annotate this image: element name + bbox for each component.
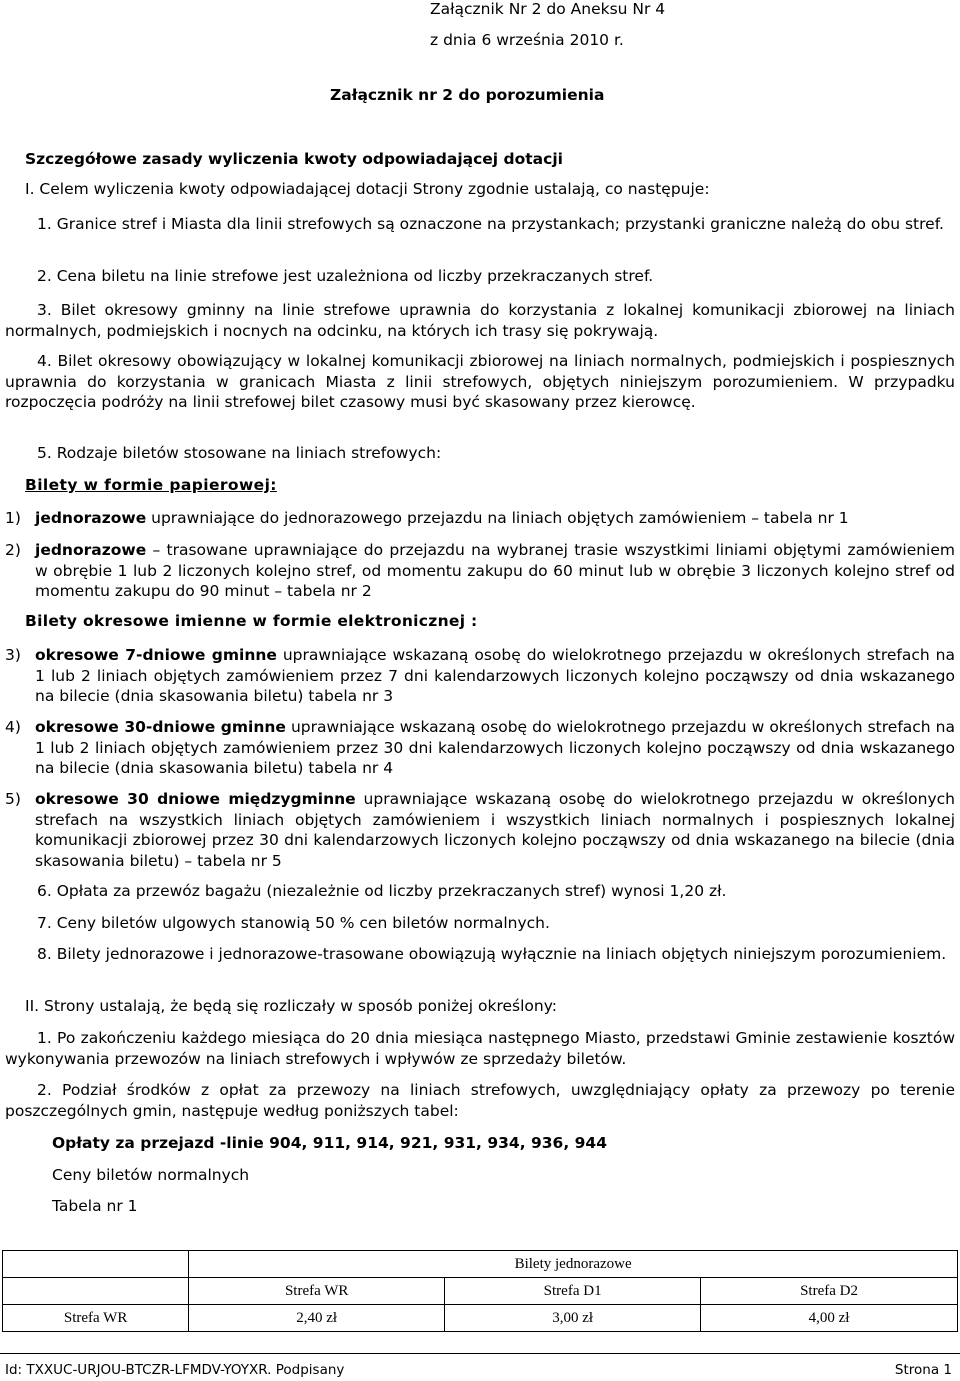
table-row [3,1305,958,1332]
list-item-bold: okresowe 7-dniowe gminne [35,646,277,664]
table-corner-cell [3,1278,189,1305]
footer-divider [0,1353,960,1354]
table-label: Tabela nr 1 [52,1197,138,1215]
annex-date: z dnia 6 września 2010 r. [430,31,624,49]
section2-p2: 2. Podział środków z opłat za przewozy na liniach strefowych, uwzględniający opłaty za przewozy po terenie poszczególnych gmin, następuje według poniższych tabel: [5,1081,955,1120]
fees-heading: Opłaty za przejazd -linie 904, 911, 914, 921, 931, 934, 936, 944 [52,1134,607,1152]
row-header: Strefa WR [3,1305,189,1332]
document-subtitle: Szczegółowe zasady wyliczenia kwoty odpowiadającej dotacji [25,150,563,168]
list-item-5 [5,789,955,871]
list-item-text: – trasowane uprawniające do przejazdu na wybranej trasie wszystkimi liniami objętymi zamówieniem w obrębie 1 lub 2 liczonych kolejno stref, od momentu zakupu do 60 minut lub w obrębie 3 liczonych kolejno stref od momentu zakupu do 90 minut – tabela nr 2 [35,541,955,600]
list-item-4 [5,717,955,779]
list-item-2 [5,540,955,602]
table-cell: 2,40 zł [189,1305,445,1332]
electronic-tickets-heading: Bilety okresowe imienne w formie elektronicznej : [25,612,478,630]
list-item-number: 4) [5,718,21,736]
column-header: Strefa WR [189,1278,445,1305]
table-cell: 4,00 zł [701,1305,958,1332]
table-header-row [3,1278,958,1305]
list-item-bold: okresowe 30 dniowe międzygminne [35,790,356,808]
table-caption: Bilety jednorazowe [189,1251,958,1278]
column-header: Strefa D2 [701,1278,958,1305]
list-item-number: 3) [5,646,21,664]
list-item-bold: jednorazowe [35,541,147,559]
list-item-3 [5,645,955,707]
section2-intro: II. Strony ustalają, że będą się rozliczały w sposób poniżej określony: [25,997,557,1015]
list-item-number: 1) [5,509,21,527]
list-item-bold: jednorazowe [35,509,147,527]
list-item-text: uprawniające wskazaną osobę do wielokrotnego przejazdu w określonych strefach na 1 lub 2 liniach objętych zamówieniem przez 30 dni kalendarzowych liczonych kolejno począwszy od dnia wskazanego na bilecie (dnia skasowania biletu) tabela nr 4 [35,718,955,777]
table-cell: 3,00 zł [445,1305,701,1332]
list-item-number: 5) [5,790,21,808]
section2-p1: 1. Po zakończeniu każdego miesiąca do 20 dnia miesiąca następnego Miasto, przedstawi Gminie zestawienie kosztów wykonywania przewozów na liniach strefowych i wpływów ze sprzedaży biletów. [5,1029,955,1068]
list-item-1 [5,508,955,529]
footer-page: Strona 1 [894,1362,952,1378]
table-corner-cell [3,1251,189,1278]
price-table [2,1250,958,1332]
table-caption-row [3,1251,958,1278]
section1-p6: 6. Opłata za przewóz bagażu (niezależnie od liczby przekraczanych stref) wynosi 1,20 zł. [37,882,727,900]
paper-tickets-heading: Bilety w formie papierowej: [25,476,277,494]
section1-p2: 2. Cena biletu na linie strefowe jest uzależniona od liczby przekraczanych stref. [37,267,654,285]
list-item-number: 2) [5,541,21,559]
list-item-bold: okresowe 30-dniowe gminne [35,718,286,736]
section1-p3: 3. Bilet okresowy gminny na linie strefowe uprawnia do korzystania z lokalnej komunikacji zbiorowej na liniach normalnych, podmiejskich i nocnych na odcinku, na których ich trasy się pokrywają. [5,301,955,340]
list-item-text: uprawniające do jednorazowego przejazdu na liniach objętych zamówieniem – tabela nr 1 [146,509,849,527]
section1-p4: 4. Bilet okresowy obowiązujący w lokalnej komunikacji zbiorowej na liniach normalnych, podmiejskich i pospiesznych uprawnia do korzystania w granicach Miasta z linii strefowych, objętych niniejszym porozumieniem. W przypadku rozpoczęcia podróży na linii strefowej bilet czasowy musi być skasowany przez kierowcę. [5,352,955,411]
prices-label: Ceny biletów normalnych [52,1166,250,1184]
section1-p8: 8. Bilety jednorazowe i jednorazowe-trasowane obowiązują wyłącznie na liniach objętych niniejszym porozumieniem. [37,945,947,963]
document-title: Załącznik nr 2 do porozumienia [330,86,605,104]
section1-p7: 7. Ceny biletów ulgowych stanowią 50 % cen biletów normalnych. [37,914,550,932]
list-item-text: uprawniające wskazaną osobę do wielokrotnego przejazdu w określonych strefach na wszystkich liniach objętych zamówieniem i wszystkich liniach normalnych i pospiesznych lokalnej komunikacji zbiorowej przez 30 dni kalendarzowych liczonych kolejno począwszy od dnia wskazanego na bilecie (dnia skasowania biletu) – tabela nr 5 [35,790,955,870]
section1-intro: I. Celem wyliczenia kwoty odpowiadającej dotacji Strony zgodnie ustalają, co następuje: [25,180,710,198]
annex-line1: Załącznik Nr 2 do Aneksu Nr 4 [430,0,666,18]
list-item-text: uprawniające wskazaną osobę do wielokrotnego przejazdu w określonych strefach na 1 lub 2 liniach objętych zamówieniem przez 7 dni kalendarzowych liczonych kolejno począwszy od dnia wskazanego na bilecie (dnia skasowania biletu) tabela nr 3 [35,646,955,705]
footer-id: Id: TXXUC-URJOU-BTCZR-LFMDV-YOYXR. Podpisany [5,1362,345,1378]
column-header: Strefa D1 [445,1278,701,1305]
section1-p5: 5. Rodzaje biletów stosowane na liniach strefowych: [37,444,442,462]
section1-p1: 1. Granice stref i Miasta dla linii strefowych są oznaczone na przystankach; przystanki graniczne należą do obu stref. [37,215,944,233]
